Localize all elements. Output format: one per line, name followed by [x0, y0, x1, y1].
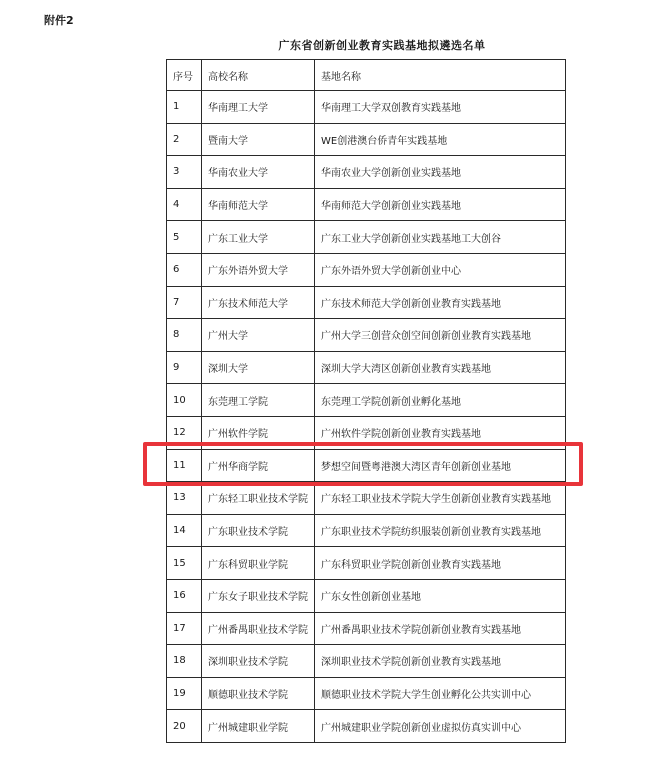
table-row — [167, 547, 566, 580]
cell-university: 广东外语外贸大学 — [202, 253, 315, 286]
cell-base: 华南师范大学创新创业实践基地 — [315, 188, 566, 221]
cell-number: 7 — [167, 286, 202, 319]
cell-base: 广州软件学院创新创业教育实践基地 — [315, 416, 566, 449]
cell-base: 东莞理工学院创新创业孵化基地 — [315, 384, 566, 417]
cell-number: 13 — [167, 482, 202, 515]
cell-number: 20 — [167, 710, 202, 743]
column-header-number: 序号 — [167, 60, 202, 91]
cell-number: 11 — [167, 449, 202, 482]
document-title: 广东省创新创业教育实践基地拟遴选名单 — [278, 39, 486, 52]
cell-base: 华南理工大学双创教育实践基地 — [315, 91, 566, 124]
cell-number: 5 — [167, 221, 202, 254]
cell-base: 广州番禺职业技术学院创新创业教育实践基地 — [315, 612, 566, 645]
cell-base: 广州大学三创营众创空间创新创业教育实践基地 — [315, 319, 566, 352]
cell-university: 广州城建职业学院 — [202, 710, 315, 743]
attachment-label: 附件2 — [44, 14, 74, 27]
highlight-box — [143, 442, 583, 486]
table-row — [167, 91, 566, 124]
cell-base: 广州城建职业学院创新创业虚拟仿真实训中心 — [315, 710, 566, 743]
cell-university: 广东轻工职业技术学院 — [202, 482, 315, 515]
table-row — [167, 384, 566, 417]
cell-base: 华南农业大学创新创业实践基地 — [315, 156, 566, 189]
table-row — [167, 188, 566, 221]
table-row — [167, 645, 566, 678]
cell-number: 17 — [167, 612, 202, 645]
cell-number: 14 — [167, 514, 202, 547]
cell-base: 广东职业技术学院纺织服装创新创业教育实践基地 — [315, 514, 566, 547]
cell-university: 广州软件学院 — [202, 416, 315, 449]
cell-number: 2 — [167, 123, 202, 156]
cell-base: 广东技术师范大学创新创业教育实践基地 — [315, 286, 566, 319]
cell-number: 15 — [167, 547, 202, 580]
table-row — [167, 123, 566, 156]
cell-university: 华南师范大学 — [202, 188, 315, 221]
table-row — [167, 286, 566, 319]
cell-university: 华南农业大学 — [202, 156, 315, 189]
table-row — [167, 514, 566, 547]
table-row — [167, 221, 566, 254]
cell-base: 顺德职业技术学院大学生创业孵化公共实训中心 — [315, 677, 566, 710]
cell-number: 9 — [167, 351, 202, 384]
table-row — [167, 612, 566, 645]
cell-base: 深圳职业技术学院创新创业教育实践基地 — [315, 645, 566, 678]
table-header-row — [167, 60, 566, 91]
table-row — [167, 156, 566, 189]
cell-university: 广东技术师范大学 — [202, 286, 315, 319]
table-row — [167, 351, 566, 384]
table-row — [167, 253, 566, 286]
cell-university: 暨南大学 — [202, 123, 315, 156]
table-row — [167, 319, 566, 352]
cell-university: 广东科贸职业学院 — [202, 547, 315, 580]
cell-number: 1 — [167, 91, 202, 124]
cell-university: 广东女子职业技术学院 — [202, 579, 315, 612]
table-row — [167, 710, 566, 743]
table-row — [167, 482, 566, 515]
cell-university: 深圳大学 — [202, 351, 315, 384]
cell-base: 广东轻工职业技术学院大学生创新创业教育实践基地 — [315, 482, 566, 515]
cell-base: 广东工业大学创新创业实践基地工大创谷 — [315, 221, 566, 254]
column-header-base: 基地名称 — [315, 60, 566, 91]
cell-number: 12 — [167, 416, 202, 449]
cell-number: 18 — [167, 645, 202, 678]
cell-base: 深圳大学大湾区创新创业教育实践基地 — [315, 351, 566, 384]
base-list-table — [166, 59, 566, 743]
cell-university: 广州大学 — [202, 319, 315, 352]
column-header-university: 高校名称 — [202, 60, 315, 91]
table-row — [167, 579, 566, 612]
cell-university: 深圳职业技术学院 — [202, 645, 315, 678]
cell-university: 东莞理工学院 — [202, 384, 315, 417]
cell-university: 顺德职业技术学院 — [202, 677, 315, 710]
cell-university: 广州华商学院 — [202, 449, 315, 482]
cell-number: 16 — [167, 579, 202, 612]
cell-base: 广东科贸职业学院创新创业教育实践基地 — [315, 547, 566, 580]
cell-university: 广东职业技术学院 — [202, 514, 315, 547]
cell-university: 广东工业大学 — [202, 221, 315, 254]
cell-base: 广东女性创新创业基地 — [315, 579, 566, 612]
cell-university: 广州番禺职业技术学院 — [202, 612, 315, 645]
cell-university: 华南理工大学 — [202, 91, 315, 124]
cell-number: 6 — [167, 253, 202, 286]
cell-base: 广东外语外贸大学创新创业中心 — [315, 253, 566, 286]
cell-base: WE创港澳台侨青年实践基地 — [315, 123, 566, 156]
cell-number: 3 — [167, 156, 202, 189]
cell-number: 10 — [167, 384, 202, 417]
cell-number: 8 — [167, 319, 202, 352]
table-row — [167, 677, 566, 710]
cell-number: 4 — [167, 188, 202, 221]
cell-base: 梦想空间暨粤港澳大湾区青年创新创业基地 — [315, 449, 566, 482]
cell-number: 19 — [167, 677, 202, 710]
